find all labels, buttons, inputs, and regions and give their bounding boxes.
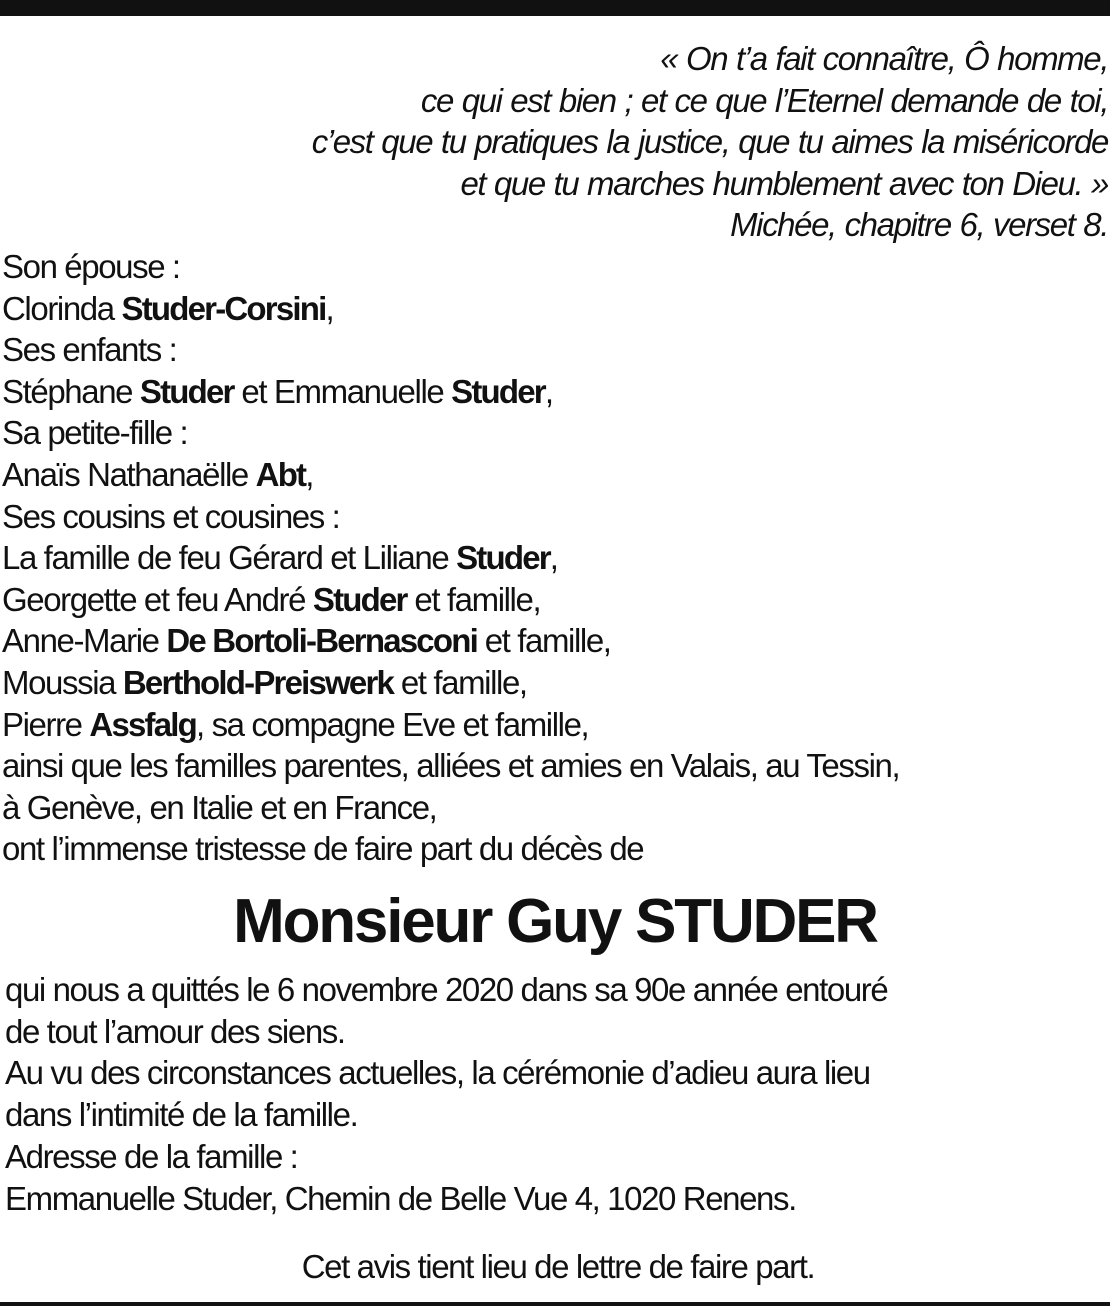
surname: De Bortoli-Bernasconi <box>166 622 477 660</box>
closing-line: à Genève, en Italie et en France, <box>2 788 437 826</box>
details-line: Au vu des circonstances actuelles, la cérémonie d’adieu aura lieu <box>5 1054 870 1092</box>
cousin-entry: Georgette et feu André Studer et famille, <box>2 580 541 618</box>
children-entry: Stéphane Studer et Emmanuelle Studer, <box>2 372 553 410</box>
details-line: de tout l’amour des siens. <box>5 1012 345 1050</box>
family-list <box>2 246 1102 870</box>
bible-quote <box>108 38 1108 246</box>
quote-reference: Michée, chapitre 6, verset 8. <box>730 206 1108 243</box>
quote-line: c’est que tu pratiques la justice, que tu aimes la miséricorde <box>311 123 1108 160</box>
granddaughter-entry: Anaïs Nathanaëlle Abt, <box>2 455 314 493</box>
quote-line: ce qui est bien ; et ce que l’Eternel demande de toi, <box>420 81 1108 119</box>
surname: Studer <box>312 580 407 618</box>
announcement-details <box>5 969 1105 1219</box>
address-label: Adresse de la famille : <box>5 1137 298 1175</box>
surname: Berthold-Preiswerk <box>122 663 394 701</box>
family-address: Emmanuelle Studer, Chemin de Belle Vue 4, 1020 Renens. <box>5 1179 796 1217</box>
surname: Studer <box>451 372 545 410</box>
cousin-entry: La famille de feu Gérard et Liliane Studer, <box>2 539 558 577</box>
quote-line: « On t’a fait connaître, Ô homme, <box>660 40 1108 77</box>
cousins-label: Ses cousins et cousines : <box>2 497 340 535</box>
surname: Abt <box>255 455 306 493</box>
bottom-rule <box>0 1302 1110 1306</box>
children-label: Ses enfants : <box>2 331 177 369</box>
surname: Assfalg <box>89 705 197 743</box>
quote-line: et que tu marches humblement avec ton Dieu. » <box>460 164 1108 202</box>
details-line: dans l’intimité de la famille. <box>5 1096 358 1134</box>
spouse-label: Son épouse : <box>2 248 180 285</box>
footer-note: Cet avis tient lieu de lettre de faire part. <box>301 1248 815 1285</box>
closing-line: ainsi que les familles parentes, alliées et amies en Valais, au Tessin, <box>2 747 900 785</box>
cousin-entry: Moussia Berthold-Preiswerk et famille, <box>2 663 527 701</box>
surname: Studer <box>456 539 550 577</box>
top-rule <box>0 0 1110 16</box>
closing-line: ont l’immense tristesse de faire part du décès de <box>2 830 644 868</box>
cousin-entry: Pierre Assfalg, sa compagne Eve et famille, <box>2 705 589 743</box>
granddaughter-label: Sa petite-fille : <box>2 414 188 452</box>
surname: Studer <box>139 372 234 410</box>
cousin-entry: Anne-Marie De Bortoli-Bernasconi et famille, <box>2 622 611 660</box>
details-line: qui nous a quittés le 6 novembre 2020 dans sa 90e année entouré <box>5 971 888 1008</box>
deceased-name: Monsieur Guy STUDER <box>233 887 877 956</box>
surname: Studer-Corsini <box>121 289 326 327</box>
spouse-entry: Clorinda Studer-Corsini, <box>2 289 334 327</box>
